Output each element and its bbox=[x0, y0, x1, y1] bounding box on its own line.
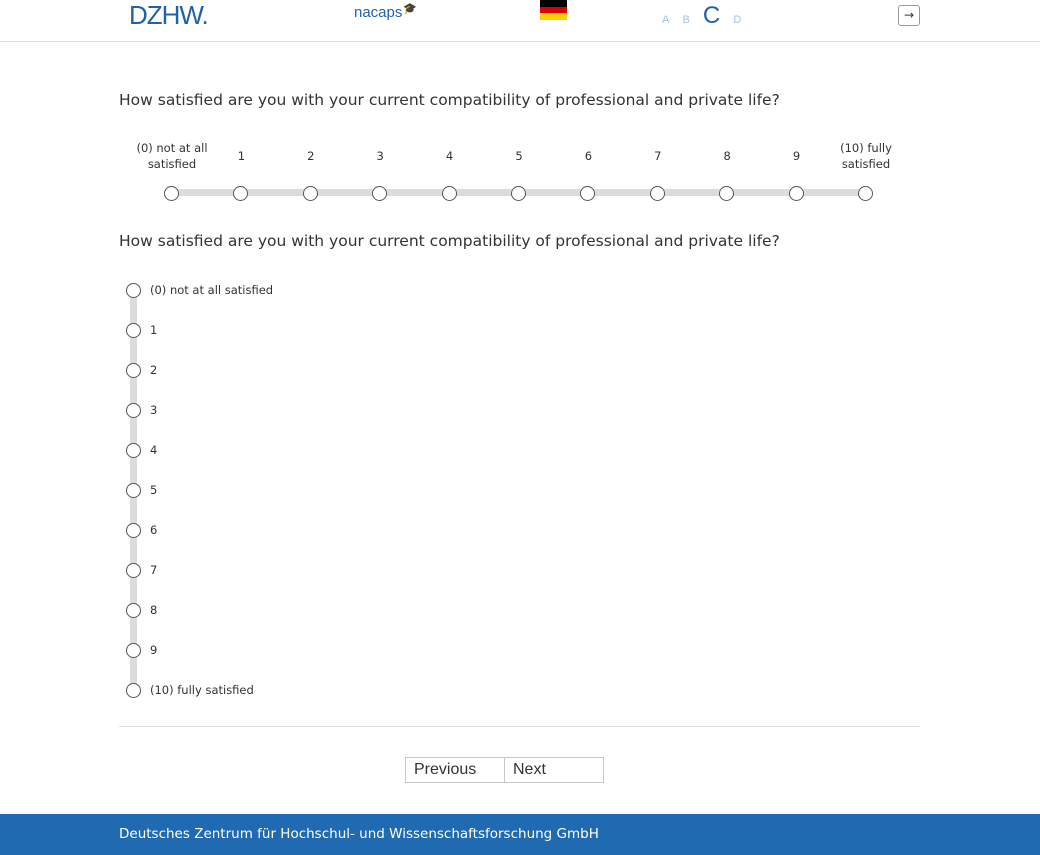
vertical-scale bbox=[126, 280, 526, 700]
german-flag-icon[interactable] bbox=[540, 0, 567, 20]
font-size-d[interactable]: D bbox=[733, 14, 742, 26]
radio-button[interactable] bbox=[719, 186, 734, 201]
radio-button[interactable] bbox=[789, 186, 804, 201]
radio-button[interactable] bbox=[511, 186, 526, 201]
radio-button[interactable] bbox=[126, 363, 141, 378]
radio-button[interactable] bbox=[233, 186, 248, 201]
hscale-option-label: 9 bbox=[792, 149, 801, 163]
hscale-option-label: (10) fully satisfied bbox=[840, 141, 892, 171]
hscale-option-label: 4 bbox=[445, 149, 454, 163]
vscale-option-3[interactable] bbox=[126, 401, 157, 419]
vscale-option-label: 4 bbox=[150, 443, 158, 457]
radio-button[interactable] bbox=[126, 283, 141, 298]
vscale-option-10[interactable] bbox=[126, 681, 254, 699]
vscale-option-4[interactable] bbox=[126, 441, 157, 459]
hscale-option-10[interactable] bbox=[821, 140, 911, 172]
vscale-option-label: 5 bbox=[150, 483, 158, 497]
vscale-option-9[interactable] bbox=[126, 641, 157, 659]
hscale-option-label: 5 bbox=[515, 149, 523, 163]
radio-button[interactable] bbox=[126, 683, 141, 698]
question-1-text: How satisfied are you with your current compatibility of professional and private life? bbox=[119, 91, 780, 109]
vscale-option-0[interactable] bbox=[126, 281, 273, 299]
vscale-option-label: 2 bbox=[150, 363, 158, 377]
vscale-option-label: 6 bbox=[150, 523, 158, 537]
radio-button[interactable] bbox=[372, 186, 387, 201]
vscale-option-label: 1 bbox=[150, 323, 158, 337]
vscale-option-label: 9 bbox=[150, 643, 158, 657]
hscale-option-label: 1 bbox=[237, 149, 246, 163]
hscale-option-label: 6 bbox=[584, 149, 593, 163]
font-size-c[interactable]: C bbox=[702, 2, 721, 29]
previous-button[interactable]: Previous bbox=[405, 757, 505, 783]
dzhw-logo[interactable]: DZHW. bbox=[129, 0, 208, 30]
radio-button[interactable] bbox=[126, 443, 141, 458]
nacaps-logo[interactable] bbox=[354, 4, 416, 23]
vscale-option-6[interactable] bbox=[126, 521, 157, 539]
footer bbox=[0, 814, 1040, 855]
radio-button[interactable] bbox=[650, 186, 665, 201]
vscale-option-5[interactable] bbox=[126, 481, 157, 499]
vscale-option-8[interactable] bbox=[126, 601, 157, 619]
hscale-option-label: 7 bbox=[654, 149, 662, 163]
radio-button[interactable] bbox=[126, 643, 141, 658]
horizontal-scale bbox=[119, 140, 919, 210]
radio-button[interactable] bbox=[303, 186, 318, 201]
radio-button[interactable] bbox=[126, 563, 141, 578]
next-button[interactable]: Next bbox=[505, 757, 604, 783]
radio-button[interactable] bbox=[126, 523, 141, 538]
vscale-option-label: 7 bbox=[150, 563, 158, 577]
divider bbox=[119, 726, 920, 727]
hscale-option-label: 2 bbox=[307, 149, 315, 163]
hscale-option-label: (0) not at all satisfied bbox=[136, 141, 208, 171]
radio-button[interactable] bbox=[126, 603, 141, 618]
radio-button[interactable] bbox=[164, 186, 179, 201]
vscale-option-label: 3 bbox=[150, 403, 158, 417]
radio-button[interactable] bbox=[126, 483, 141, 498]
radio-button[interactable] bbox=[126, 323, 141, 338]
radio-button[interactable] bbox=[858, 186, 873, 201]
hscale-option-label: 3 bbox=[376, 149, 384, 163]
logout-button[interactable] bbox=[898, 5, 920, 26]
vscale-option-1[interactable] bbox=[126, 321, 157, 339]
radio-button[interactable] bbox=[580, 186, 595, 201]
arrow-right-icon: → bbox=[903, 8, 915, 22]
vscale-option-2[interactable] bbox=[126, 361, 157, 379]
question-2-text: How satisfied are you with your current compatibility of professional and private life? bbox=[119, 232, 780, 250]
radio-button[interactable] bbox=[126, 403, 141, 418]
hscale-option-label: 8 bbox=[723, 149, 731, 163]
vscale-option-label: 8 bbox=[150, 603, 158, 617]
font-size-a[interactable]: A bbox=[662, 14, 670, 26]
vscale-option-label: (10) fully satisfied bbox=[150, 683, 254, 697]
footer-text: Deutsches Zentrum für Hochschul- und Wissenschaftsforschung GmbH bbox=[119, 826, 599, 842]
vscale-option-label: (0) not at all satisfied bbox=[150, 283, 274, 297]
font-size-b[interactable]: B bbox=[682, 14, 690, 26]
font-size-switcher bbox=[662, 2, 749, 29]
navigation-buttons bbox=[405, 757, 604, 783]
header bbox=[0, 0, 1040, 42]
vscale-option-7[interactable] bbox=[126, 561, 157, 579]
nacaps-logo-text: nacaps bbox=[354, 4, 403, 21]
graduation-cap-icon: 🎓 bbox=[403, 3, 418, 15]
radio-button[interactable] bbox=[442, 186, 457, 201]
